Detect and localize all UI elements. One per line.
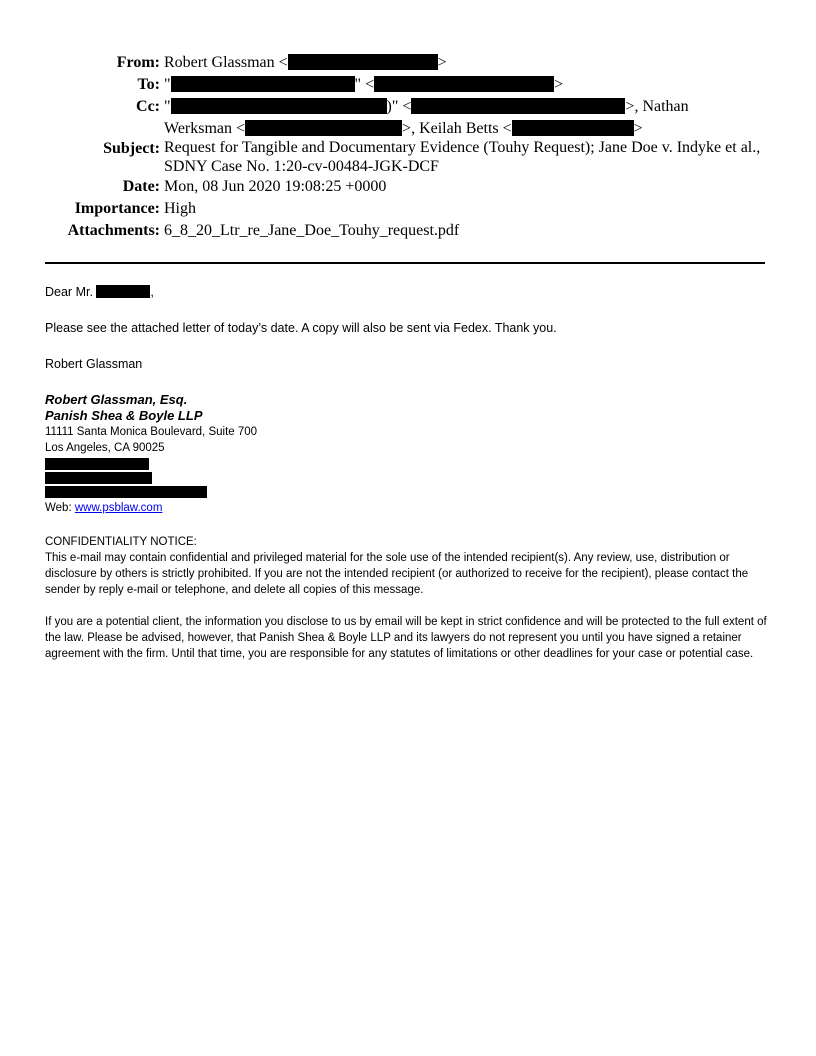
cc-value [164,96,770,140]
attachments-row [40,220,770,242]
cc-mid: )" < [386,98,412,115]
cc-row [40,96,770,140]
subject-line-1: Request for Tangible and Documentary Evidence (Touhy Request); Jane Doe v. Indyke et al., [164,139,761,156]
redaction-box [171,98,387,114]
header-divider [45,262,765,264]
greeting-text: Dear Mr. [45,285,93,299]
importance-value: High [164,200,196,217]
to-mid: " < [354,76,375,93]
redaction-box [45,458,149,470]
to-label: To: [137,76,160,93]
subject-line-2: SDNY Case No. 1:20-cv-00484-JGK-DCF [164,158,439,175]
notice-paragraph-2: If you are a potential client, the information you disclose to us by email will be kept in strict confidence and will be protected to the full extent of the law. Please be advised, however, that Panish Shea & Boyle LLP and its lawyers do not represent you until you have signed a retainer agreement with the firm. Until that time, you are responsible for any statutes of limitations or other deadlines for your case or potential case. [45,616,767,660]
notice-paragraph-1: This e-mail may contain confidential and privileged material for the sole use of the intended recipient(s). Any review, use, distribution or disclosure by others is strictly prohibited. If you are not the intended recipient (or authorized to receive for the recipient), please contact the sender by reply e-mail or telephone, and delete all copies of this message. [45,552,749,596]
cc-open: " [164,98,171,115]
email-header [40,52,770,242]
signature-firm: Panish Shea & Boyle LLP [45,408,203,423]
from-end: > [437,54,447,71]
importance-row [40,198,770,220]
message-text: Please see the attached letter of today’s date. A copy will also be sent via Fedex. Thank you. [45,321,557,335]
to-value [164,74,770,96]
confidentiality-notice [45,534,770,662]
email-body [45,284,770,662]
subject-value [164,138,770,176]
signature-address-2: Los Angeles, CA 90025 [45,442,165,454]
from-value [164,52,770,74]
signature-name: Robert Glassman, Esq. [45,392,188,407]
cc-line2-end: > [633,120,643,137]
cc-line2-start: Werksman < [164,120,246,137]
to-end: > [554,76,564,93]
from-row [40,52,770,74]
cc-after: >, Nathan [625,98,689,115]
attachment-file[interactable]: 6_8_20_Ltr_re_Jane_Doe_Touhy_request.pdf [164,222,460,239]
website-link[interactable]: www.psblaw.com [74,502,163,514]
from-name: Robert Glassman < [164,54,288,71]
signature-address-1: 11111 Santa Monica Boulevard, Suite 700 [45,426,258,438]
web-label: Web: [45,502,72,514]
redaction-box [374,76,554,92]
to-row [40,74,770,96]
signoff: Robert Glassman [45,357,143,371]
redaction-box [288,54,438,70]
subject-label: Subject: [103,140,160,157]
to-open: " [164,76,171,93]
from-label: From: [116,54,160,71]
date-label: Date: [122,178,160,195]
redaction-box [96,285,150,298]
redaction-box [45,472,152,484]
signature-block [45,392,770,516]
notice-title: CONFIDENTIALITY NOTICE: [45,536,197,548]
date-value: Mon, 08 Jun 2020 19:08:25 +0000 [164,178,387,195]
attachments-label: Attachments: [67,222,160,239]
redaction-box [512,120,634,136]
redaction-box [45,486,207,498]
greeting [45,284,770,300]
importance-label: Importance: [74,200,160,217]
subject-row [40,138,770,176]
date-row [40,176,770,198]
redaction-box [245,120,402,136]
greeting-end: , [150,285,154,299]
cc-label: Cc: [136,98,160,115]
cc-line2-mid: >, Keilah Betts < [402,120,512,137]
redaction-box [411,98,625,114]
signature-web [45,500,770,516]
redaction-box [171,76,355,92]
